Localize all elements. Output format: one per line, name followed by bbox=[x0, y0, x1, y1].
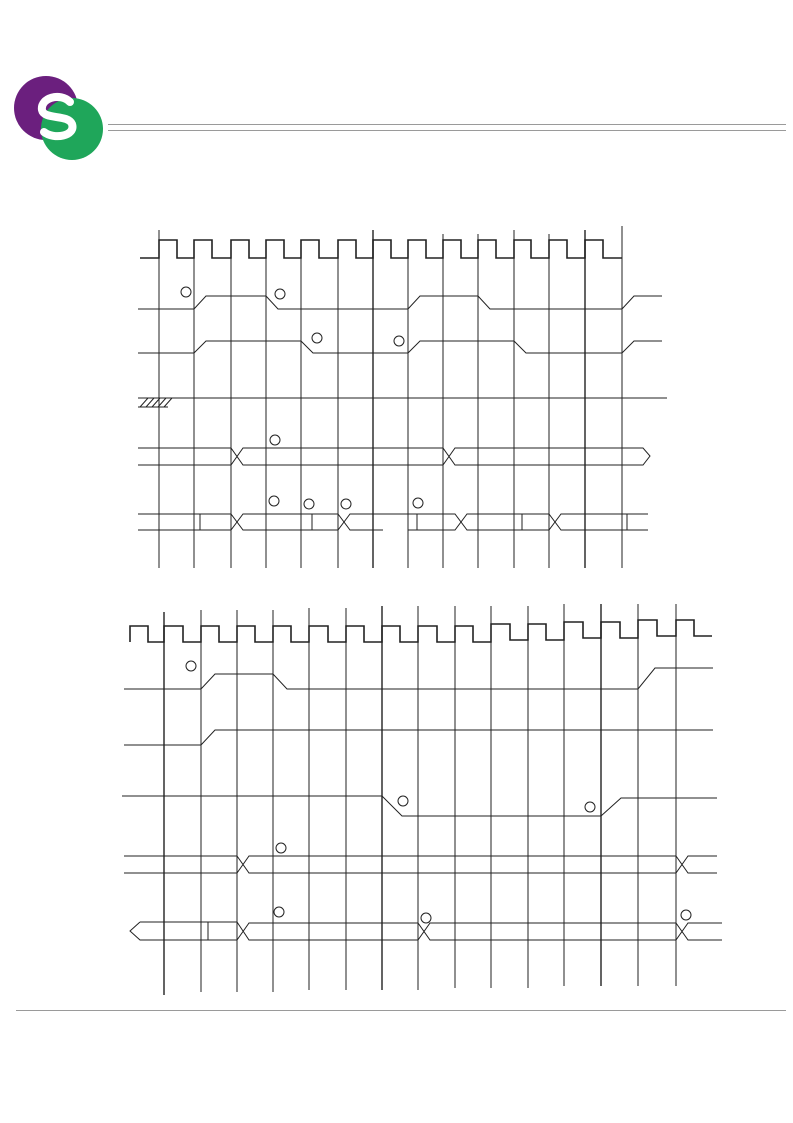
bus-2-waveform bbox=[138, 514, 383, 530]
bus-1-waveform bbox=[124, 856, 717, 873]
bus-2-waveform bbox=[138, 514, 648, 530]
annotation-marker bbox=[276, 843, 286, 853]
annotation-marker bbox=[398, 796, 408, 806]
bus-2-waveform bbox=[140, 922, 722, 940]
header-rule bbox=[108, 124, 786, 131]
annotation-marker bbox=[681, 910, 691, 920]
clock-waveform bbox=[130, 620, 712, 642]
clock-waveform bbox=[140, 240, 622, 258]
annotation-marker bbox=[585, 802, 595, 812]
annotation-marker bbox=[269, 496, 279, 506]
bus-1-waveform bbox=[138, 448, 650, 465]
hatched-region bbox=[138, 398, 172, 407]
annotation-marker bbox=[421, 913, 431, 923]
timing-diagram-1 bbox=[0, 220, 793, 580]
signal-1-waveform bbox=[138, 296, 662, 309]
annotation-marker bbox=[275, 289, 285, 299]
signal-3-waveform bbox=[122, 796, 717, 816]
bus-2-waveform bbox=[130, 922, 722, 940]
company-logo bbox=[12, 72, 104, 164]
annotation-marker bbox=[304, 499, 314, 509]
annotation-marker bbox=[181, 287, 191, 297]
annotation-marker bbox=[341, 499, 351, 509]
timing-diagram-2 bbox=[0, 600, 793, 1000]
annotation-marker bbox=[394, 336, 404, 346]
annotation-marker bbox=[270, 435, 280, 445]
signal-2-waveform bbox=[138, 341, 662, 353]
bus-1-waveform bbox=[124, 856, 717, 873]
annotation-marker bbox=[413, 498, 423, 508]
annotation-marker bbox=[312, 333, 322, 343]
annotation-marker bbox=[274, 907, 284, 917]
annotation-marker bbox=[186, 661, 196, 671]
bus-2-waveform bbox=[408, 514, 648, 530]
footer-rule bbox=[16, 1010, 786, 1011]
